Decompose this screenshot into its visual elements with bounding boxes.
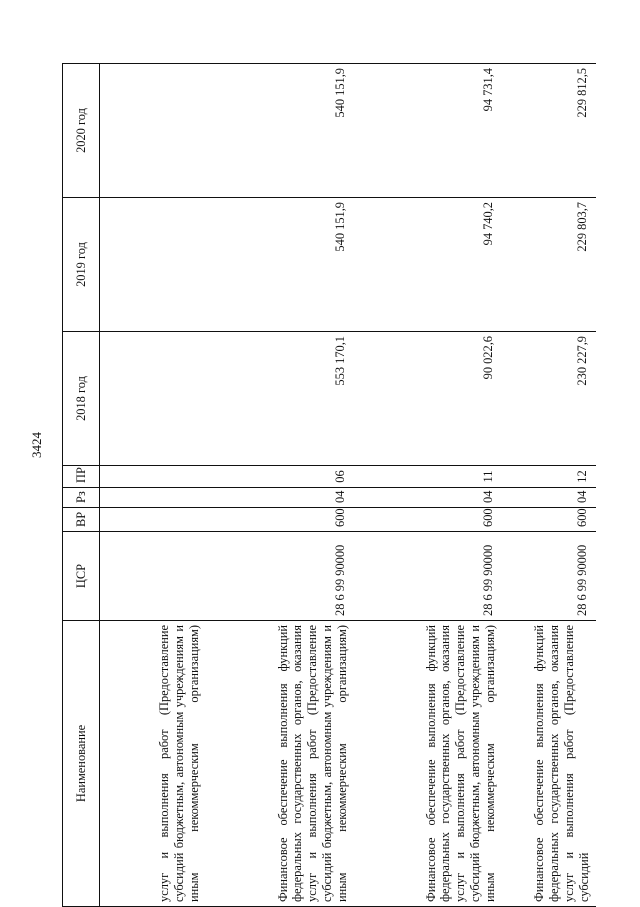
page-number: 3424 [29, 432, 44, 458]
row-2019: 540 151,9 [206, 198, 354, 332]
row-2018: 553 170,1 [206, 332, 354, 466]
header-pr: ПР [63, 466, 100, 488]
row-pr: 06 [206, 466, 354, 488]
header-2018: 2018 год [63, 332, 100, 466]
header-vr: ВР [63, 508, 100, 532]
table-row [206, 64, 354, 907]
row-2018: 230 227,9 [502, 332, 596, 466]
row-csr: 28 6 99 90000 [206, 532, 354, 621]
row-rz [100, 488, 206, 508]
row-2020 [100, 64, 206, 198]
header-name: Наименование [63, 621, 100, 907]
row-vr: 600 [206, 508, 354, 532]
header-2020: 2020 год [63, 64, 100, 198]
row-2019 [100, 198, 206, 332]
row-name: Финансовое обеспечение выполнения функций федеральных государственных органов, оказания услуг и выполнения работ (Предоставление субсидий бюджетным, автономным учреждениям и иным некоммерческим организациям) [354, 621, 502, 907]
row-2020: 229 812,5 [502, 64, 596, 198]
table-row [354, 64, 502, 907]
row-name: Финансовое обеспечение выполнения функций федеральных государственных органов, оказания услуг и выполнения работ (Предоставление субсидий бюджетным, автономным учреждениям и иным некоммерческим организациям) [206, 621, 354, 907]
table-header-row [63, 64, 100, 907]
table-row [502, 64, 596, 907]
row-name: услуг и выполнения работ (Предоставление субсидий бюджетным, автономным учреждениям и иным некоммерческим организациям) [100, 621, 206, 907]
row-2020: 540 151,9 [206, 64, 354, 198]
header-csr: ЦСР [63, 532, 100, 621]
table-row [100, 64, 206, 907]
row-csr [100, 532, 206, 621]
row-vr: 600 [354, 508, 502, 532]
row-2018: 90 022,6 [354, 332, 502, 466]
row-rz: 04 [354, 488, 502, 508]
row-2020: 94 731,4 [354, 64, 502, 198]
header-rz: Рз [63, 488, 100, 508]
row-vr: 600 [502, 508, 596, 532]
row-pr: 12 [502, 466, 596, 488]
row-2018 [100, 332, 206, 466]
row-rz: 04 [502, 488, 596, 508]
row-2019: 94 740,2 [354, 198, 502, 332]
header-2019: 2019 год [63, 198, 100, 332]
row-csr: 28 6 99 90000 [354, 532, 502, 621]
row-csr: 28 6 99 90000 [502, 532, 596, 621]
row-name: Финансовое обеспечение выполнения функций федеральных государственных органов, оказания услуг и выполнения работ (Предоставление субсидий [502, 621, 596, 907]
row-vr [100, 508, 206, 532]
row-pr [100, 466, 206, 488]
rotated-page-content [62, 62, 596, 907]
row-pr: 11 [354, 466, 502, 488]
row-rz: 04 [206, 488, 354, 508]
row-2019: 229 803,7 [502, 198, 596, 332]
budget-table [62, 63, 596, 907]
